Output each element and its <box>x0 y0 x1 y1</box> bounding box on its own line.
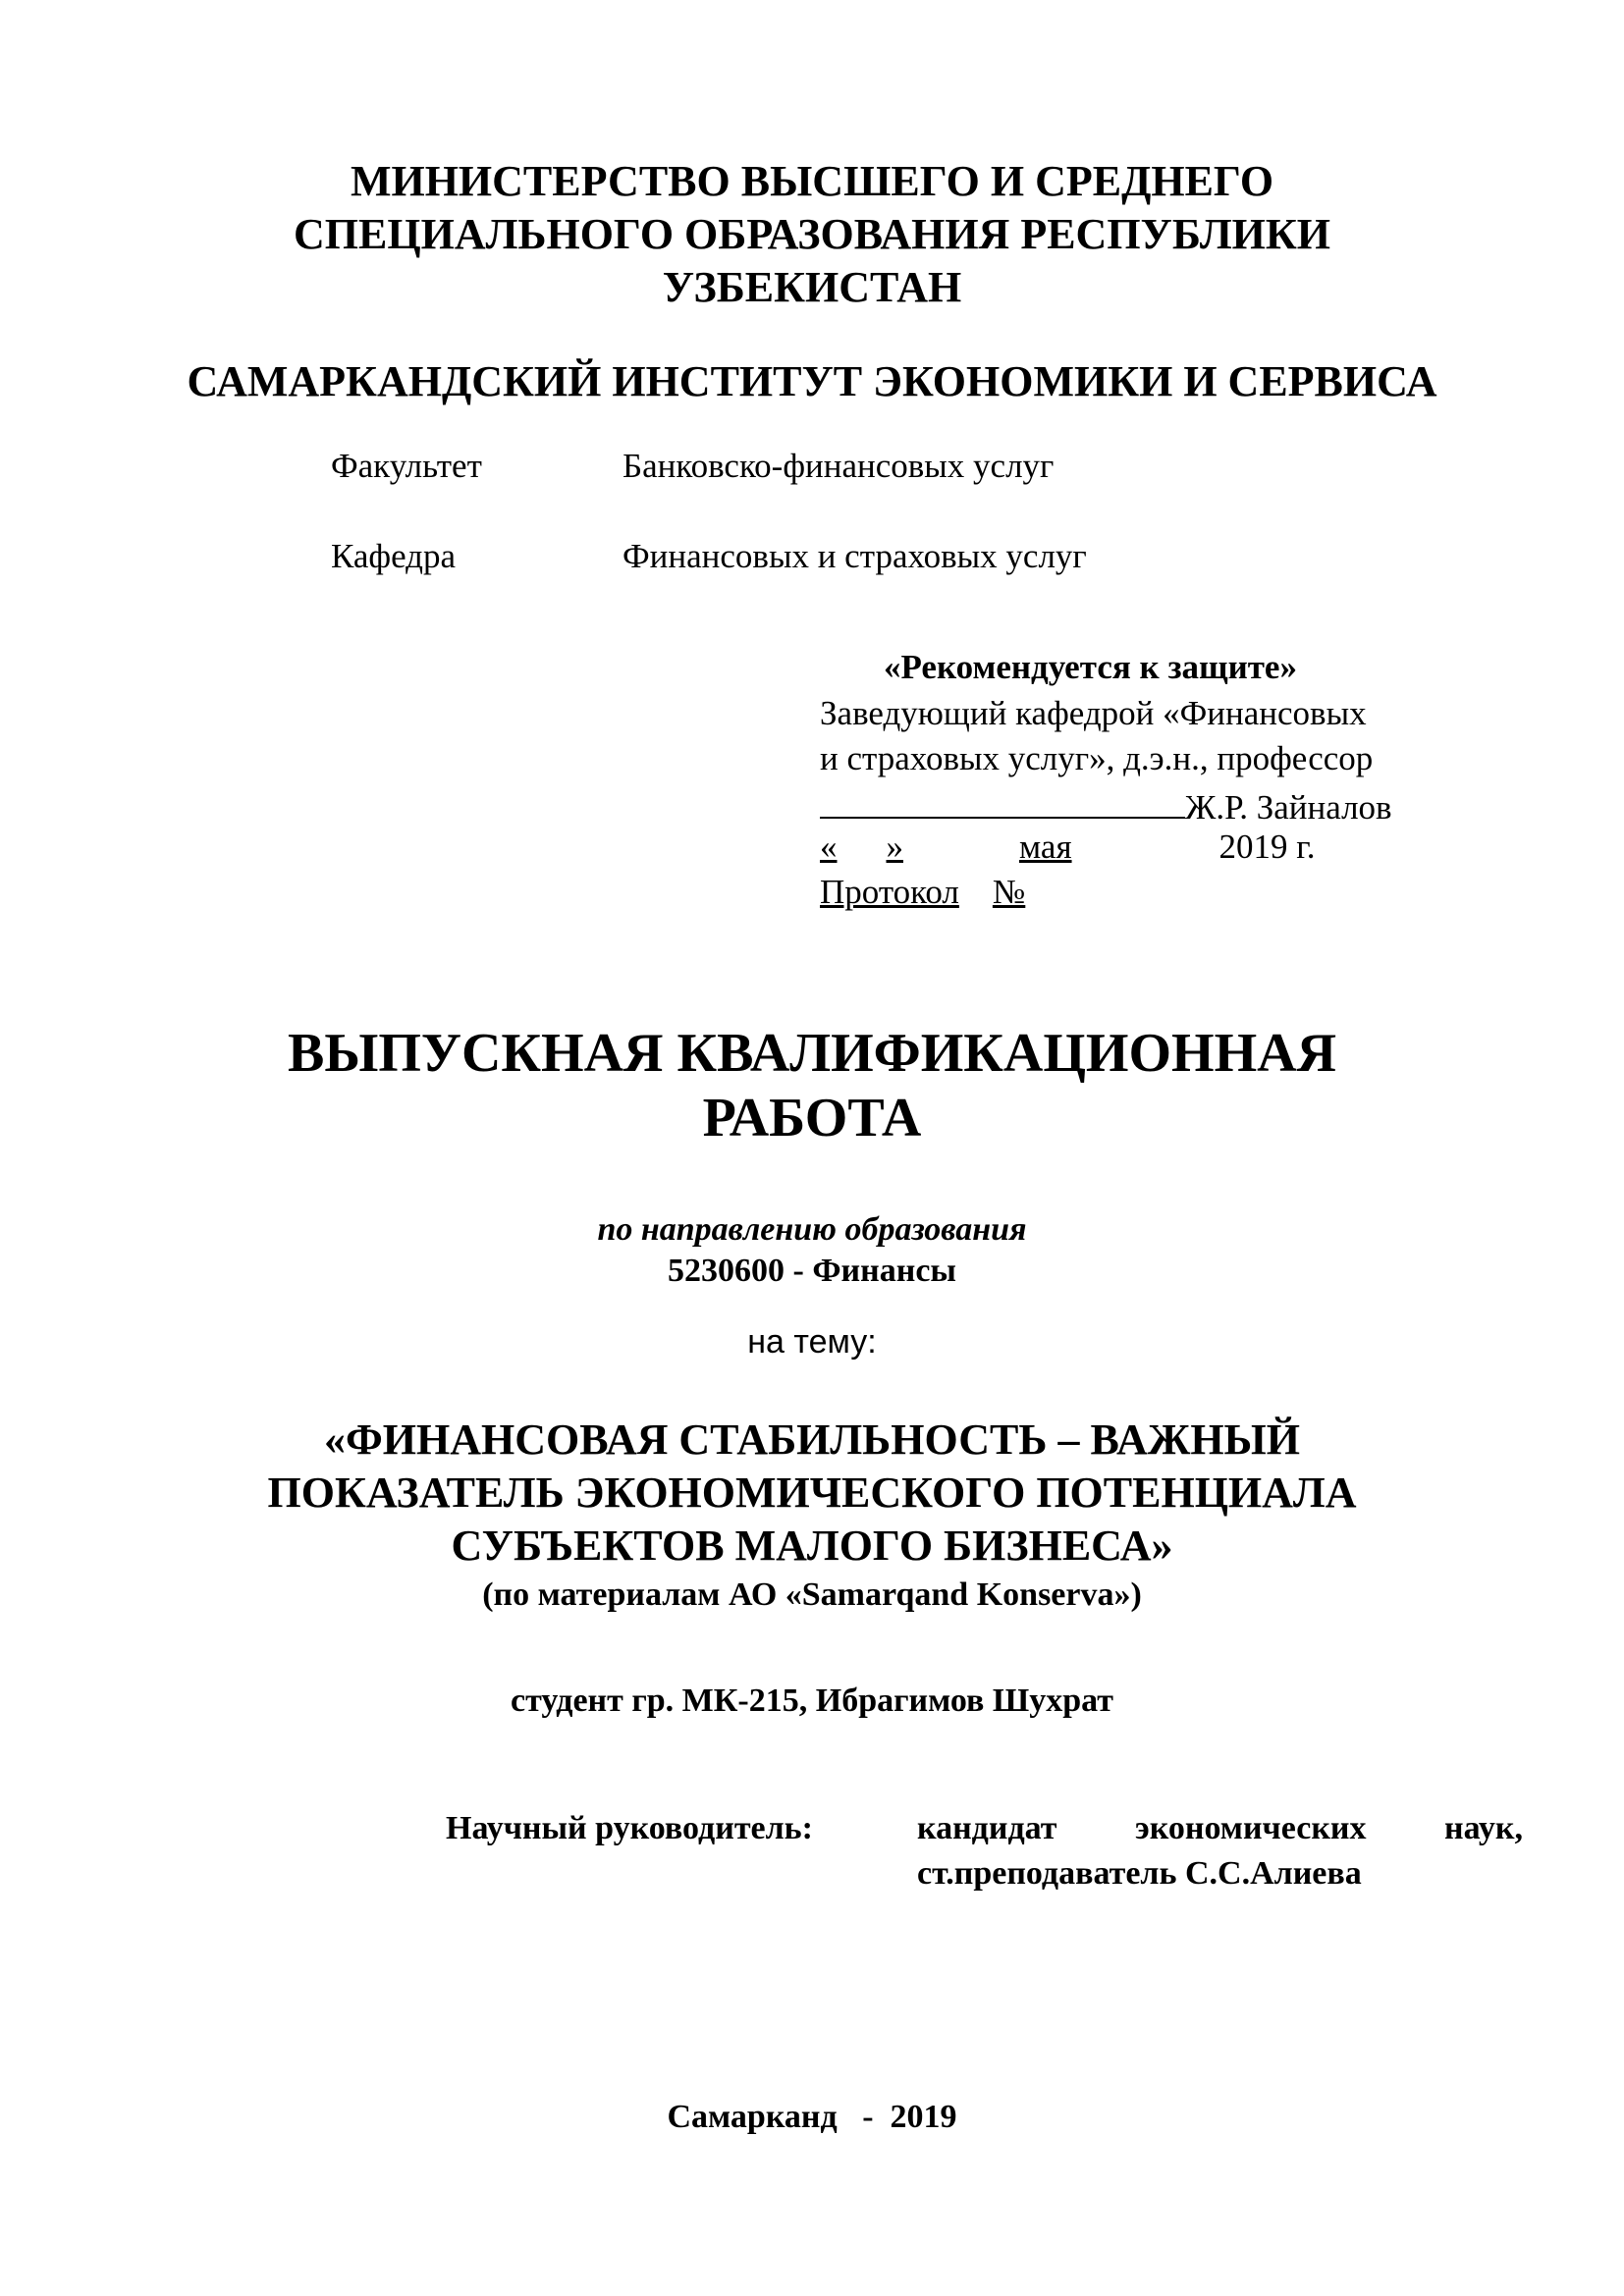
direction-code: 5230600 - Финансы <box>668 1253 956 1289</box>
institute-name: САМАРКАНДСКИЙ ИНСТИТУТ ЭКОНОМИКИ И СЕРВИСА <box>187 357 1437 405</box>
theme-label: на тему: <box>747 1323 877 1361</box>
ministry-line-1: МИНИСТЕРСТВО ВЫСШЕГО И СРЕДНЕГО <box>350 157 1274 205</box>
faculty-value: Банковско-финансовых услуг <box>623 447 1055 485</box>
advisor-name: ст.преподаватель С.С.Алиева <box>917 1855 1362 1892</box>
recommendation-line-1: Заведующий кафедрой «Финансовых <box>820 694 1367 732</box>
date-month-field <box>903 828 1219 866</box>
ministry-line-3: УЗБЕКИСТАН <box>662 263 962 311</box>
date-row <box>820 827 1448 868</box>
recommendation-title: «Рекомендуется к защите» <box>884 648 1297 686</box>
protocol-row <box>820 872 1448 913</box>
department-label: Кафедра <box>331 537 457 575</box>
protocol-number-sign: № <box>992 873 1026 911</box>
ministry-heading <box>0 155 1624 314</box>
topic-materials: (по материалам АО «Samarqand Konserva») <box>482 1576 1142 1613</box>
advisor-label: Научный руководитель: <box>446 1810 813 1846</box>
recommendation-line-2: и страховых услуг», д.э.н., профессор <box>820 739 1374 777</box>
thesis-topic <box>0 1414 1624 1573</box>
signature-row <box>820 783 1448 828</box>
topic-line-1: «ФИНАНСОВАЯ СТАБИЛЬНОСТЬ – ВАЖНЫЙ <box>324 1415 1300 1464</box>
date-day-field: « » <box>820 828 903 866</box>
direction-label: по направлению образования <box>597 1211 1027 1248</box>
date-year: 2019 г. <box>1218 828 1316 866</box>
topic-line-3: СУБЪЕКТОВ МАЛОГО БИЗНЕСА» <box>451 1522 1173 1570</box>
work-title <box>0 1021 1624 1150</box>
protocol-field <box>820 873 1388 911</box>
city-year: Самарканд - 2019 <box>667 2099 957 2135</box>
student-info: студент гр. МК-215, Ибрагимов Шухрат <box>511 1682 1113 1719</box>
protocol-label: Протокол <box>820 873 959 911</box>
work-title-line-2: РАБОТА <box>702 1088 922 1148</box>
ministry-line-2: СПЕЦИАЛЬНОГО ОБРАЗОВАНИЯ РЕСПУБЛИКИ <box>294 210 1330 258</box>
faculty-label: Факультет <box>331 447 482 485</box>
education-direction <box>0 1209 1624 1292</box>
signer-name: Ж.Р. Зайналов <box>1185 788 1392 827</box>
department-value: Финансовых и страховых услуг <box>623 537 1087 575</box>
topic-line-2: ПОКАЗАТЕЛЬ ЭКОНОМИЧЕСКОГО ПОТЕНЦИАЛА <box>267 1468 1357 1517</box>
work-title-line-1: ВЫПУСКНАЯ КВАЛИФИКАЦИОННАЯ <box>287 1023 1337 1084</box>
signature-line <box>820 783 1185 819</box>
advisor-degree: кандидат экономических наук, <box>917 1810 1523 1846</box>
date-month: мая <box>1019 828 1072 866</box>
